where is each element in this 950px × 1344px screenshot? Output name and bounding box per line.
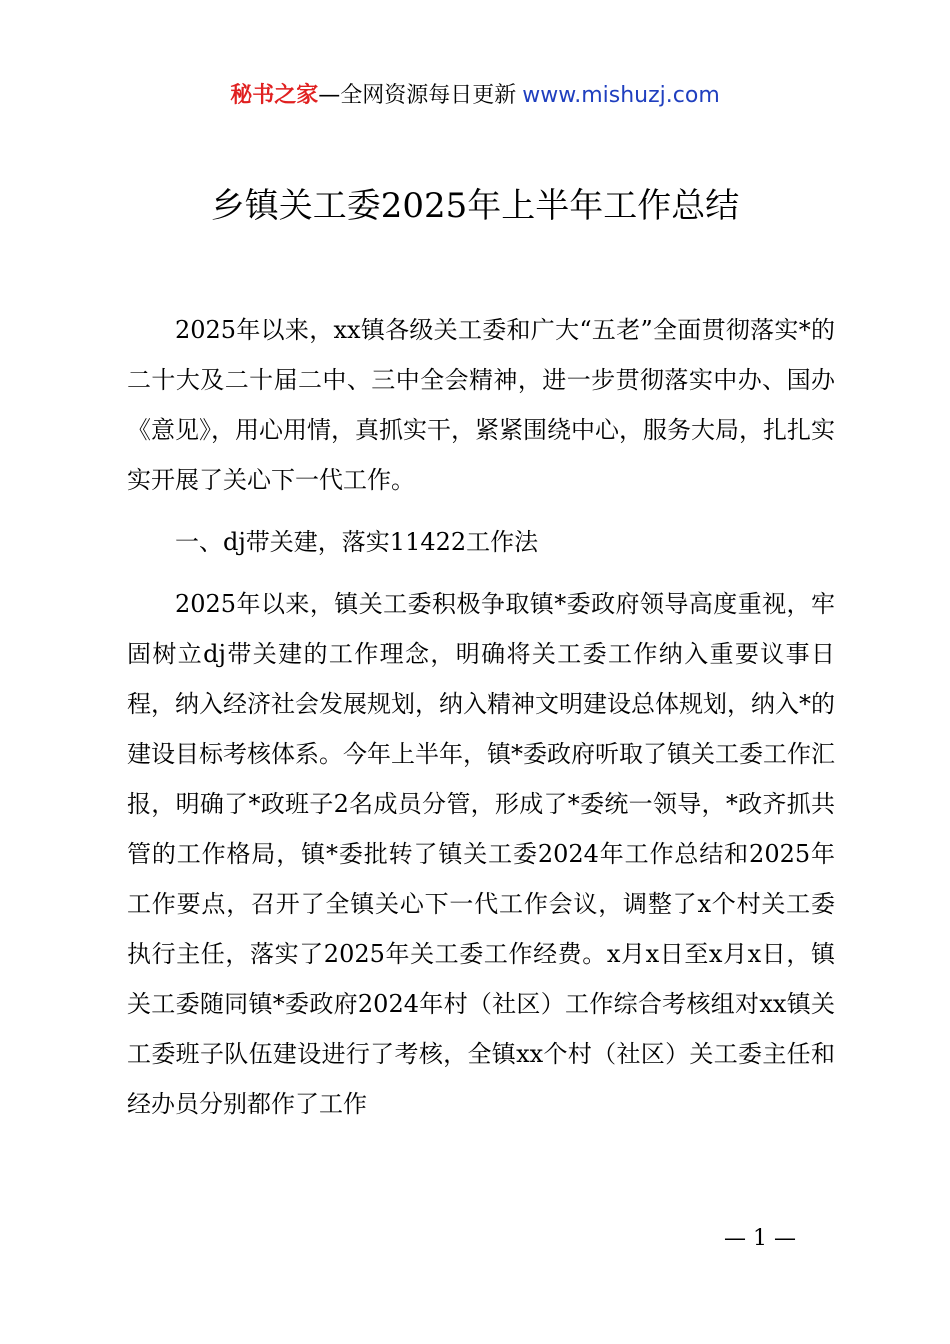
section-heading: 一、dj带关建，落实11422工作法	[175, 528, 539, 556]
site-slogan: —全网资源每日更新	[318, 83, 517, 108]
site-banner	[0, 80, 950, 112]
document-title: 乡镇关工委2025年上半年工作总结	[210, 186, 740, 226]
document-body	[127, 305, 835, 1141]
site-brand: 秘书之家	[230, 83, 319, 108]
site-url[interactable]: www.mishuzj.com	[522, 83, 720, 108]
body-paragraph: 2025年以来，镇关工委积极争取镇*委政府领导高度重视，牢固树立dj带关建的工作理念，明确将关工委工作纳入重要议事日程，纳入经济社会发展规划，纳入精神文明建设总体规划，纳入*的建设目标考核体系。今年上半年，镇*委政府听取了镇关工委工作汇报，明确了*政班子2名成员分管，形成了*委统一领导，*政齐抓共管的工作格局，镇*委批转了镇关工委2024年工作总结和2025年工作要点，召开了全镇关心下一代工作会议，调整了x个村关工委执行主任，落实了2025年关工委工作经费。x月x日至x月x日，镇关工委随同镇*委政府2024年村（社区）工作综合考核组对xx镇关工委班子队伍建设进行了考核，全镇xx个村（社区）关工委主任和经办员分别都作了工作	[127, 590, 835, 1118]
intro-paragraph: 2025年以来，xx镇各级关工委和广大“五老”全面贯彻落实*的二十大及二十届二中、三中全会精神，进一步贯彻落实中办、国办《意见》，用心用情，真抓实干，紧紧围绕中心，服务大局，扎扎实实开展了关心下一代工作。	[127, 316, 835, 494]
page-number: — 1 —	[724, 1226, 796, 1251]
